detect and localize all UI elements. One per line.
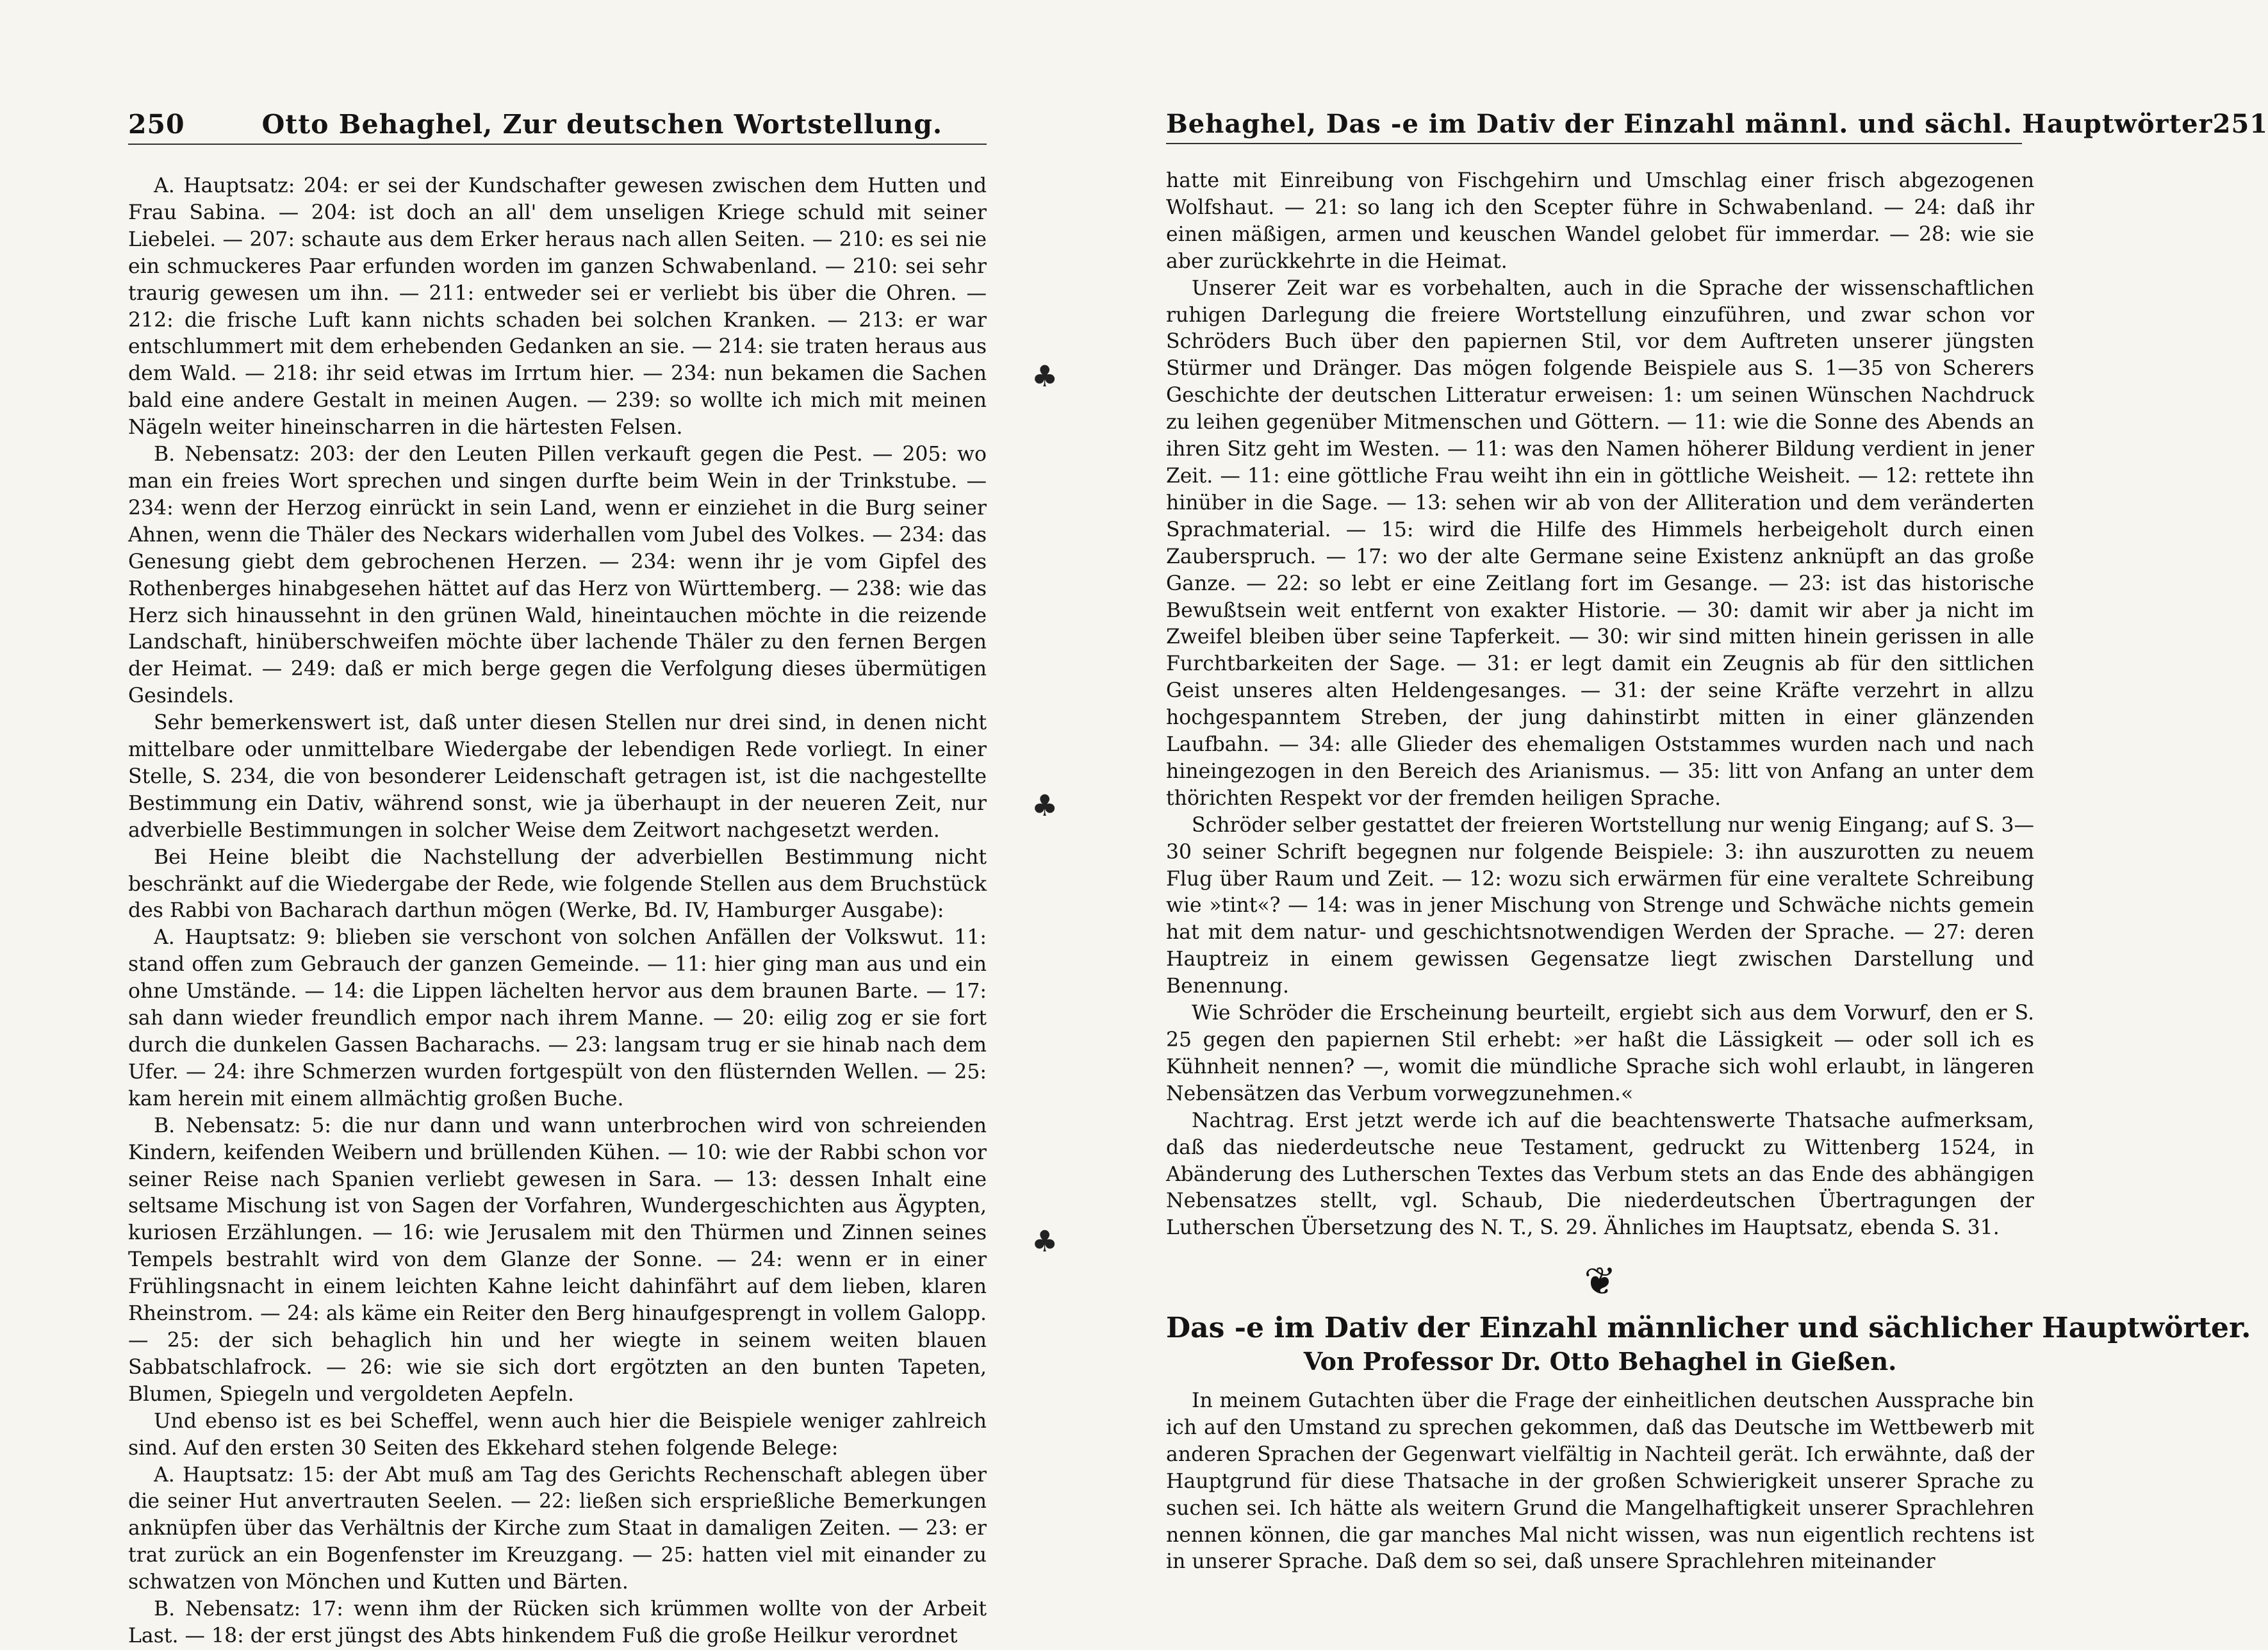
- section-ornament-icon: ❦: [1584, 1259, 1616, 1305]
- right-page-text: [1166, 168, 2251, 1576]
- paragraph: Und ebenso ist es bei Scheffel, wenn auch hier die Beispiele weniger zahlreich sind. Auf den ersten 30 Seiten des Ekkehard stehen folgende Belege:: [128, 1409, 987, 1460]
- paragraph: In meinem Gutachten über die Frage der einheitlichen deutschen Aussprache bin ich auf den Umstand zu sprechen gekommen, daß das Deutsche im Wettbewerb mit anderen Sprachen der Gegenwart vielfältig in Nachteil gerät. Ich erwähnte, daß der Hauptgrund für diese Thatsache in der großen Schwierigkeit unserer Sprache zu suchen sei. Ich hätte als weitern Grund die Mangelhaftigkeit unserer Sprachlehren nennen können, die gar manches Mal nicht wissen, was nun eigentlich rechtens ist in unserer Sprache. Daß dem so sei, daß unsere Sprachlehren miteinander: [1166, 1389, 2034, 1574]
- left-page-text: [128, 173, 987, 1650]
- paragraph: hatte mit Einreibung von Fischgehirn und Umschlag einer frisch abgezogenen Wolfshaut. — 21: so lang ich den Scepter führe in Schwabenland. — 24: daß ihr einen mäßigen, armen und keuschen Wandel gelobet für immerdar. — 28: wie sie aber zurückkehrte in die Heimat.: [1166, 169, 2034, 273]
- paragraph: A. Hauptsatz: 15: der Abt muß am Tag des Gerichts Rechenschaft ablegen über die seiner Hut anvertrauten Seelen. — 22: ließen sich ersprießliche Bemerkungen anknüpfen über das Verhältnis der Kirche zum Staat in damaligen Zeiten. — 23: er trat zurück an ein Bogenfenster im Kreuzgang. — 25: hatten viel mit einander zu schwatzen von Mönchen und Kutten und Bärten.: [128, 1463, 987, 1594]
- paragraph: Bei Heine bleibt die Nachstellung der adverbiellen Bestimmung nicht beschränkt auf die Wiedergabe der Rede, wie folgende Stellen aus dem Bruchstück des Rabbi von Bacharach darthun mögen (Werke, Bd. IV, Hamburger Ausgabe):: [128, 845, 987, 923]
- running-head-title-right: Behaghel, Das -e im Dativ der Einzahl männl. und sächl. Hauptwörter: [1166, 109, 2213, 139]
- paragraph: Unserer Zeit war es vorbehalten, auch in die Sprache der wissenschaftlichen ruhigen Darlegung die freiere Wortstellung einzuführen, und zwar schon vor Schröders Buch über den papiernen Stil, vor dem Auftreten unserer jüngsten Stürmer und Dränger. Das mögen folgende Beispiele aus S. 1—35 von Scherers Geschichte der deutschen Litteratur erweisen: 1: um seinen Wünschen Nachdruck zu leihen gegenüber Mitmenschen und Göttern. — 11: wie die Sonne des Abends an ihren Sitz geht im Westen. — 11: was den Namen höherer Bildung verdient in jener Zeit. — 11: eine göttliche Frau weiht ihn ein in göttliche Weisheit. — 12: rettete ihn hinüber in die Sage. — 13: sehen wir ab von der Alliteration und dem veränderten Sprachmaterial. — 15: wird die Hilfe des Himmels herbeigeholt durch einen Zauberspruch. — 17: wo der alte Germane seine Existenz anknüpft an das große Ganze. — 22: so lebt er eine Zeitlang fort im Gesange. — 23: ist das historische Bewußtsein weit entfernt von exakter Historie. — 30: damit wir aber ja nicht im Zweifel bleiben über seine Tapferkeit. — 30: wir sind mitten hinein gerissen in alle Furchtbarkeiten der Sage. — 31: er legt damit ein Zeugnis ab für den sittlichen Geist unseres alten Heldengesanges. — 31: der seine Kräfte verzehrt in allzu hochgespanntem Streben, der jung dahinstirbt mitten in einer glänzenden Laufbahn. — 34: alle Glieder des ehemaligen Oststammes wurden nach und nach hineingezogen in den Bereich des Arianismus. — 35: litt von Anfang an unter dem thörichten Respekt vor der fremden heiligen Sprache.: [1166, 276, 2034, 810]
- left-page: [0, 0, 1025, 1647]
- running-head-right: [1166, 109, 2268, 144]
- page-number-left: 250: [128, 109, 185, 140]
- paragraph: B. Nebensatz: 17: wenn ihm der Rücken sich krümmen wollte von der Arbeit Last. — 18: der erst jüngst des Abts hinkendem Fuß die große Heilkur verordnet: [128, 1597, 987, 1647]
- paragraph: Sehr bemerkenswert ist, daß unter diesen Stellen nur drei sind, in denen nicht mittelbare oder unmittelbare Wiedergabe der lebendigen Rede vorliegt. In einer Stelle, S. 234, die von besonderer Leidenschaft getragen ist, ist die nachgestellte Bestimmung ein Dativ, während sonst, wie ja überhaupt in der neueren Zeit, nur adverbielle Bestimmungen in solcher Weise dem Zeitwort nachgesetzt werden.: [128, 711, 987, 842]
- running-head-left: [128, 109, 987, 145]
- margin-ornament-icon: ♣: [1031, 788, 1058, 823]
- margin-ornament-icon: ♣: [1031, 359, 1058, 393]
- paragraph: B. Nebensatz: 203: der den Leuten Pillen verkauft gegen die Pest. — 205: wo man ein freies Wort sprechen und singen durfte beim Wein in der Trinkstube. — 234: wenn der Herzog einrückt in sein Land, wenn er einziehet in die Burg seiner Ahnen, wenn die Thäler des Neckars widerhallen vom Jubel des Volkes. — 234: das Genesung giebt dem gebrochenen Herzen. — 234: wenn ihr je vom Gipfel des Rothenberges hinabgesehen hättet auf das Herz von Württemberg. — 238: wie das Herz sich hinaussehnt in den grünen Wald, hineintauchen möchte in die reizende Landschaft, hinüberschweifen möchte über lachende Thäler zu den fernen Bergen der Heimat. — 249: daß er mich berge gegen die Verfolgung dieses übermütigen Gesindels.: [128, 443, 987, 708]
- paragraph: Nachtrag. Erst jetzt werde ich auf die beachtenswerte Thatsache aufmerksam, daß das niederdeutsche neue Testament, gedruckt zu Wittenberg 1524, in Abänderung des Lutherschen Textes das Verbum stets an das Ende des abhängigen Nebensatzes stellt, vgl. Schaub, Die niederdeutschen Übertragungen der Lutherschen Übersetzung des N. T., S. 29. Ähnliches im Hauptsatz, ebenda S. 31.: [1166, 1109, 2034, 1240]
- article-author: Von Professor Dr. Otto Behaghel in Gießen.: [1303, 1347, 1897, 1376]
- paragraph: A. Hauptsatz: 9: blieben sie verschont von solchen Anfällen der Volkswut. 11: stand offen zum Gebrauch der ganzen Gemeinde. — 11: hier ging man aus und ein ohne Umstände. — 14: die Lippen lächelten hervor aus dem braunen Barte. — 17: sah dann wieder freundlich empor nach ihrem Manne. — 20: eilig zog er sie fort durch die dunkelen Gassen Bacharachs. — 23: langsam trug er sie hinab nach dem Ufer. — 24: ihre Schmerzen wurden fortgespült von den flüsternden Wellen. — 25: kam herein mit einem allmächtig großen Buche.: [128, 926, 987, 1110]
- paragraph: A. Hauptsatz: 204: er sei der Kundschafter gewesen zwischen dem Hutten und Frau Sabina. — 204: ist doch an all' dem unseligen Kriege schuld mit seiner Liebelei. — 207: schaute aus dem Erker heraus nach allen Seiten. — 210: es sei nie ein schmuckeres Paar erfunden worden im ganzen Schwabenland. — 210: sei sehr traurig gewesen um ihn. — 211: entweder sei er verliebt bis über die Ohren. — 212: die frische Luft kann nichts schaden bei solchen Kranken. — 213: er war entschlummert mit dem erhebenden Gedanken an sie. — 214: sie traten heraus aus dem Wald. — 218: ihr seid etwas im Irrtum hier. — 234: nun bekamen die Sachen bald eine andere Gestalt in meinen Augen. — 239: so wollte ich mich mit meinen Nägeln weiter hineinscharren in die härtesten Felsen.: [128, 174, 987, 440]
- paragraph: B. Nebensatz: 5: die nur dann und wann unterbrochen wird von schreienden Kindern, keifenden Weibern und brüllenden Kühen. — 10: wie der Rabbi schon vor seiner Reise nach Spanien verliebt gewesen in Sara. — 13: dessen Inhalt eine seltsame Mischung ist von Sagen der Vorfahren, Wundergeschichten aus Ägypten, kuriosen Erzählungen. — 16: wie Jerusalem mit den Thürmen und Zinnen seines Tempels bestrahlt wird von dem Glanze der Sonne. — 24: wenn er in einer Frühlingsnacht in einem leichten Kahne leicht dahinfährt auf dem lieben, klaren Rheinstrom. — 24: als käme ein Reiter den Berg hinaufgesprengt in vollem Galopp. — 25: der sich behaglich hin und her wiegte in seinem weiten blauen Sabbatschlafrock. — 26: wie sie sich dort ergötzten an den bunten Tapeten, Blumen, Spiegeln und vergoldeten Aepfeln.: [128, 1114, 987, 1406]
- right-page: [1083, 0, 2268, 1599]
- margin-ornament-icon: ♣: [1031, 1224, 1058, 1258]
- paragraph: Wie Schröder die Erscheinung beurteilt, ergiebt sich aus dem Vorwurf, den er S. 25 gegen den papiernen Stil erhebt: »er haßt die Lässigkeit — oder soll ich es Kühnheit nennen? —, womit die mündliche Sprache sich wohl erlaubt, in längeren Nebensätzen das Verbum vorwegzunehmen.«: [1166, 1002, 2034, 1105]
- running-head-title-left: Otto Behaghel, Zur deutschen Wortstellung.: [261, 109, 943, 140]
- page-number-right: 251: [2212, 109, 2268, 139]
- article-title: Das -e im Dativ der Einzahl männlicher und sächlicher Hauptwörter.: [1166, 1312, 2251, 1345]
- paragraph: Schröder selber gestattet der freieren Wortstellung nur wenig Eingang; auf S. 3—30 seiner Schrift begegnen nur folgende Beispiele: 3: ihn auszurotten zu neuem Flug über Raum und Zeit. — 12: wozu sich erwärmen für eine veraltete Schreibung wie »tint«? — 14: was in jener Mischung von Strenge und Schwäche nichts gemein hat mit dem natur- und geschichtsnotwendigen Werden der Sprache. — 27: deren Hauptreiz in einem gewissen Gegensatze liegt zwischen Darstellung und Benennung.: [1166, 813, 2034, 998]
